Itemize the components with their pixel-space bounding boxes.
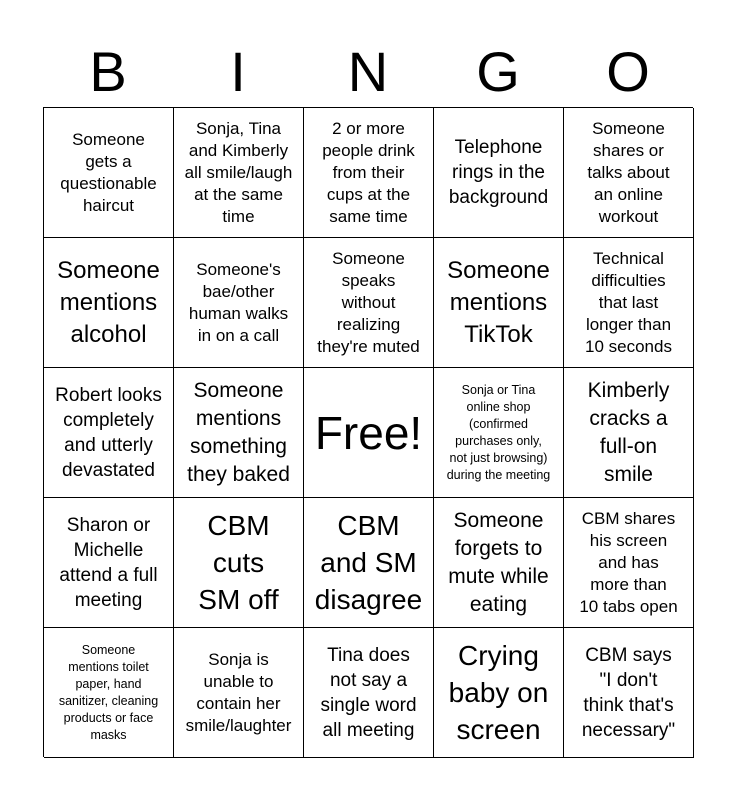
bingo-cell[interactable] — [564, 628, 694, 758]
header-letter-b: B — [89, 40, 127, 103]
cell-text: Sonja, Tina and Kimberly all smile/laugh at the same time — [184, 118, 293, 226]
bingo-cell[interactable] — [44, 108, 174, 238]
bingo-cell[interactable] — [564, 368, 694, 498]
bingo-cell[interactable] — [564, 498, 694, 628]
bingo-cell[interactable] — [434, 108, 564, 238]
bingo-cell[interactable] — [434, 368, 564, 498]
bingo-cell[interactable] — [564, 238, 694, 368]
cell-text: Someone speaks without realizing they're muted — [317, 248, 420, 356]
bingo-cell[interactable] — [44, 628, 174, 758]
bingo-cell[interactable] — [434, 238, 564, 368]
bingo-cell[interactable] — [434, 628, 564, 758]
header-letter-o: O — [606, 40, 650, 103]
free-space-text: Free! — [314, 406, 423, 459]
cell-text: Sonja or Tina online shop (confirmed purchases only, not just browsing) during the meeting — [446, 382, 551, 482]
cell-text: Sharon or Michelle attend a full meeting — [59, 514, 158, 611]
bingo-cell[interactable] — [304, 108, 434, 238]
bingo-cell[interactable] — [434, 498, 564, 628]
bingo-cell[interactable] — [304, 498, 434, 628]
bingo-cell[interactable] — [564, 108, 694, 238]
bingo-cell[interactable] — [44, 238, 174, 368]
cell-text: CBM says "I don't think that's necessary" — [581, 644, 676, 741]
cell-text: Technical difficulties that last longer than 10 seconds — [585, 248, 672, 356]
header-letter-g: G — [476, 40, 520, 103]
cell-text: CBM cuts SM off — [198, 510, 279, 615]
bingo-cell[interactable] — [174, 628, 304, 758]
bingo-header — [43, 36, 693, 108]
cell-text: 2 or more people drink from their cups at the same time — [322, 118, 415, 226]
bingo-cell[interactable] — [44, 498, 174, 628]
bingo-cell[interactable] — [44, 368, 174, 498]
cell-text: Someone forgets to mute while eating — [448, 508, 549, 616]
cell-text: Someone shares or talks about an online workout — [587, 118, 670, 226]
bingo-cell[interactable] — [174, 498, 304, 628]
cell-text: CBM shares his screen and has more than 10 tabs open — [579, 508, 678, 616]
bingo-cell[interactable] — [174, 368, 304, 498]
bingo-grid — [43, 107, 693, 757]
bingo-cell[interactable] — [174, 108, 304, 238]
free-space-cell[interactable] — [304, 368, 434, 498]
cell-text: Robert looks completely and utterly devastated — [55, 384, 162, 481]
cell-text: Someone mentions something they baked — [187, 378, 290, 486]
cell-text: Tina does not say a single word all meeting — [320, 644, 417, 741]
cell-text: Someone mentions TikTok — [447, 256, 550, 348]
cell-text: Someone's bae/other human walks in on a call — [188, 259, 289, 345]
header-letter-i: I — [230, 40, 246, 103]
cell-text: CBM and SM disagree — [314, 510, 423, 615]
cell-text: Telephone rings in the background — [448, 137, 549, 208]
bingo-cell[interactable] — [174, 238, 304, 368]
cell-text: Sonja is unable to contain her smile/laughter — [185, 649, 292, 735]
cell-text: Someone gets a questionable haircut — [60, 129, 157, 215]
cell-text: Someone mentions alcohol — [57, 256, 160, 348]
cell-text: Kimberly cracks a full-on smile — [587, 378, 670, 486]
cell-text: Crying baby on screen — [448, 640, 549, 745]
bingo-cell[interactable] — [304, 238, 434, 368]
cell-text: Someone mentions toilet paper, hand sanitizer, cleaning products or face masks — [58, 642, 159, 742]
bingo-cell[interactable] — [304, 628, 434, 758]
header-letter-n: N — [347, 40, 389, 103]
